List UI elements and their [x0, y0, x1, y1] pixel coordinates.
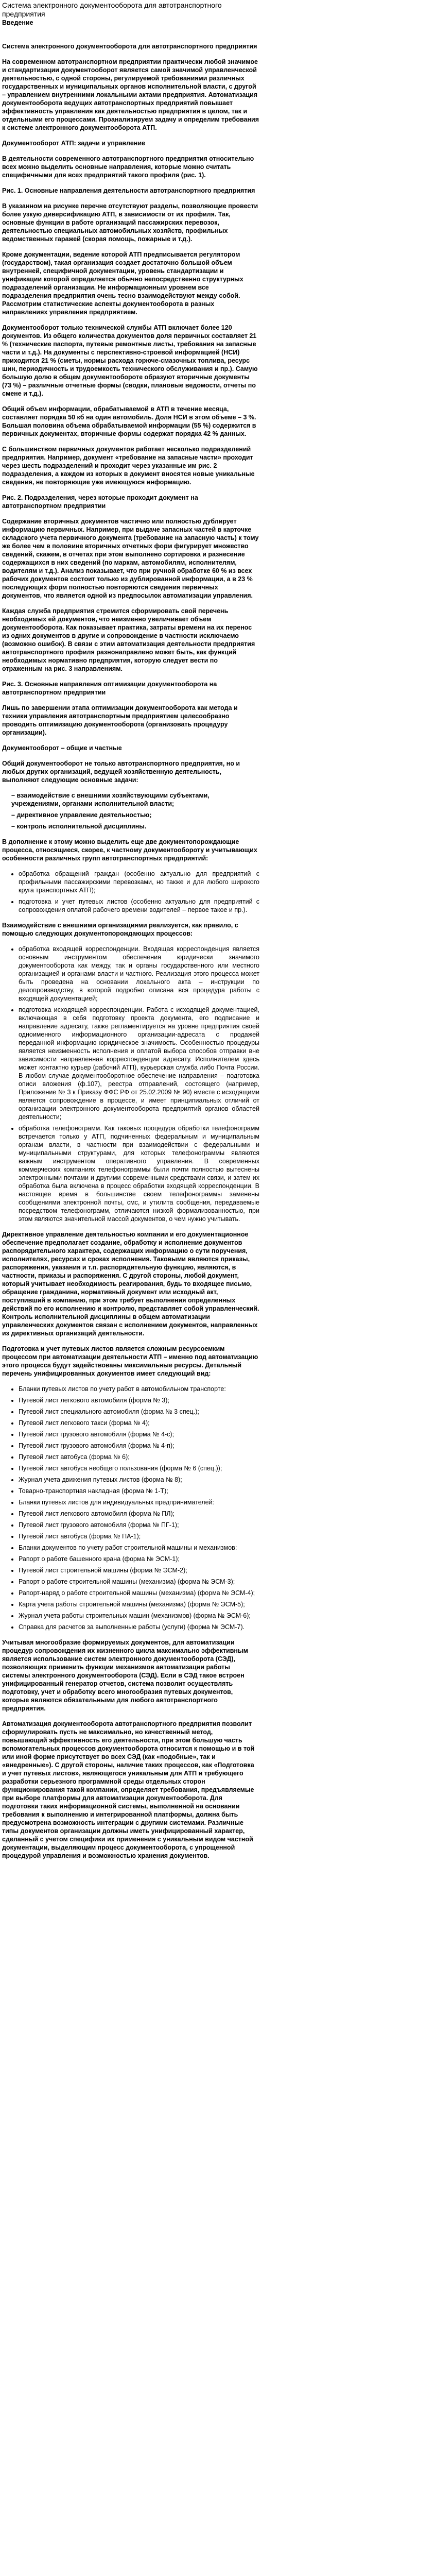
paragraph: Директивное управление деятельностью компании и его документационное обеспечение предполагает создание, обработку и исполнение документов распорядительного характера, содержащих информацию о сути поручения, исполнителях, ресурсах и сроках исполнения. Таковыми являются приказы, распоряжения, указания и т.п. распорядительную функцию, являются, в частности, приказы и распоряжения. С другой стороны, любой документ, который учитывает необходимость реагирования, будь то входящее письмо, обращение гражданина, нормативный документ или исходный акт, поступивший в компанию, при этом требует выполнения определенных действий по его исполнению и контролю, представляет собой управленческий. Контроль исполнительной дисциплины в общем автоматизации управленческих документов связан с исполнением документов, направленных из директивных организаций деятельности.	[2, 1231, 259, 1337]
paragraph: Документооборот только технической службы АТП включает более 120 документов. Из общего количества документов доля первичных составляет 21 % (технические паспорта, путевые ремонтные листы, требования на запасные части и т.д.). На документы с перспективно-строевой информацией (НСИ) приходится 21 % (сметы, нормы расхода горюче-смазочных топлива, ресурс шин, периодичность и трудоемкость технического обслуживания и пр.). Самую большую долю в общем документообороте образуют вторичные документы (73 %) – различные отчетные формы (сводки, плановые ведомости, отчеты по смене и т.д.).	[2, 324, 258, 397]
list-item: • Путевой лист автобуса (форма № ПА-1);	[19, 1532, 259, 1540]
paragraph: Кроме документации, ведение которой АТП предписывается регулятором (государством), такая организация создает достаточно большой объем внутренней, специфичной документации, уровень стандартизации и унификации которой определяется обычно непосредственно структурных подразделений организации. Не информационным уровнем все подразделения предприятия очень тесно взаимодействуют между собой. Рассмотрим статистические аспекты документооборота в разных направлениях управления предприятием.	[2, 251, 243, 316]
paragraph: Рис. 1. Основные направления деятельности автотранспортного предприятия	[2, 187, 255, 194]
paragraph: Общий документооборот не только автотранспортного предприятия, но и любых других организаций, ведущей хозяйственную деятельность, выполняют следующие основные задачи:	[2, 760, 240, 784]
list-item: • обработка обращений граждан (особенно актуально для предприятий с профильными пассажирскими перевозками, но также и для любого широкого круга транспортных АТП);	[19, 870, 259, 894]
paragraph: Подготовка и учет путевых листов является сложным ресурсоемким процессом при автоматизации деятельности АТП – именно под автоматизацию этого процесса будут задействованы максимальные ресурсы. Детальный перечень унифицированных документов имеет следующий вид:	[2, 1345, 258, 1377]
list-item: – контроль исполнительной дисциплины.	[11, 822, 259, 831]
paragraph: Содержание вторичных документов частично или полностью дублирует информацию первичных. Например, при выдаче запасных частей в карточке складского учета первичного документа (требование на запасную часть) к тому же более чем в половине вторичных отчетных форм фигурирует множество сведений, скажем, в отчетах при этом выполнено сортировка и разнесение содержащихся в них сведений (по маркам, автомобилям, исполнителям, водителям и т.д.). Анализ показывает, что при ручной обработке 60 % из всех рабочих документов состоит только из дублированной информации, а в 23 % последующих форм полностью повторяются сведения первичных документов, что является одной из предпосылок автоматизации управления.	[2, 518, 259, 599]
list-item: • Путевой лист легкового такси (форма № 4);	[19, 1419, 259, 1427]
list-item: • Путевой лист строительной машины (форма № ЭСМ-2);	[19, 1566, 259, 1574]
paragraph: На современном автотранспортном предприятии практически любой значимое и стандартизации документооборот является самой значимой управленческой деятельностью, с одной стороны, регулируемой требованиями различных государственных и муниципальных органов исполнительной власти, с другой – управлением внутренними локальными актами предприятия. Автоматизация документооборота ведущих автотранспортных предприятий повышает эффективность управления как деятельностью предприятия в целом, так и отдельными его процессами. Проанализируем задачу и определим требования к системе электронного документооборота АТП.	[2, 58, 259, 131]
list-item: – взаимодействие с внешними хозяйствующими субъектами, учреждениями, органами исполнительной власти;	[11, 791, 259, 808]
paragraph: Рис. 2. Подразделения, через которые проходит документ на автотранспортном предприятии	[2, 494, 198, 510]
document	[0, 1, 259, 1877]
list-item: • Бланки документов по учету работ строительной машины и механизмов:	[19, 1544, 259, 1552]
paragraph: С большинством первичных документов работает несколько подразделений предприятия. Например, документ «требование на запасные части» проходит через шесть подразделений и проходит через указанные им рис. 2 подразделения, а каждом из которых в документ вносятся новые уникальные сведения, не повторяющие уже имеющуюся информацию.	[2, 446, 255, 486]
paragraph: Общий объем информации, обрабатываемой в АТП в течение месяца, составляет порядка 50 кб на один автомобиль. Доля НСИ в этом объеме – 3 %. Большая половина объема обрабатываемой информации (55 %) содержится в первичных документах, вторичные формы содержат порядка 42 % данных.	[2, 405, 256, 437]
list-item: • Путевой лист автобуса необщего пользования (форма № 6 (спец.));	[19, 1464, 259, 1472]
paragraph: Рис. 3. Основные направления оптимизации документооборота на автотранспортном предприятии	[2, 681, 217, 696]
paragraph: Автоматизация документооборота автотранспортного предприятия позволит сформулировать пусть не максимально, но качественный метод, повышающий эффективность его деятельности, при этом большую часть вспомогательных процессов документооборота относится к помощью и в той или иной форме присутствует во всех СЭД (как «подобные», так и «внедренные»). С другой стороны, наличие таких процессов, как «Подготовка и учет путевых листов», являющегося уникальным для АТП и требующего разработки серьезного программной среды отдельных сторон функционирования такой компании, определяет требования, предъявляемые при выборе платформы для автоматизации документооборота. Для подготовки таких информационной системы, выполненной на основании требования к выполнению и интегрированной платформы, должна быть предусмотрена возможность интеграции с другими системами. Различные типы документов организации должны иметь унифицированный характер, сделанный с учетом специфики их применения с уникальным видом частной документации, выделяющим процесс документооборота, с упрощенной процедурой управления и возможностью хранения документов.	[2, 1720, 255, 1859]
bullet-list	[2, 945, 259, 1223]
document-subtitle: Введение	[2, 19, 33, 26]
list-item: • Журнал учета движения путевых листов (форма № 8);	[19, 1476, 259, 1484]
list-item: • Рапорт о работе башенного крана (форма № ЭСМ-1);	[19, 1555, 259, 1563]
list-item: • Журнал учета работы строительных машин (механизмов) (форма № ЭСМ-6);	[19, 1612, 259, 1620]
paragraph: Система электронного документооборота для автотранспортного предприятия	[2, 43, 257, 50]
paragraph: Документооборот АТП: задачи и управление	[2, 140, 145, 147]
list-item: – директивное управление деятельностью;	[11, 811, 259, 819]
list-item: • Путевой лист легкового автомобиля (форма № 3);	[19, 1396, 259, 1404]
paragraph: Учитывая многообразие формируемых документов, для автоматизации процедур сопровождения их жизненного цикла максимально эффективным является использование систем электронного документооборота (СЭД), позволяющих применить функции механизмов автоматизации работы системы электронного документооборота (СЭД). Если в СЭД такое встроен унифицированный генератор отчетов, система позволит осуществлять подготовку, учет и обработку всего многообразия путевых документов, которые являются обязательными для любого автотранспортного предприятия.	[2, 1639, 248, 1712]
bullet-list	[2, 1385, 259, 1631]
list-item: • подготовка и учет путевых листов (особенно актуально для предприятий с сопровождения оплатой рабочего времени водителей – первое такое и пр.).	[19, 897, 259, 914]
paragraph: Каждая служба предприятия стремится сформировать свой перечень необходимых ей документов, что неизменно увеличивает объем документооборота. Как показывает практика, затраты времени на их перенос из одних документов в другие и сопровождение в частности исключаемо (возможно ошибок). В связи с этим автоматизация деятельности предприятия автотранспортного профиля разнонаправлено может быть, как функций необходимых нормативно предприятия, которую следует вести по отраженным на рис. 3 направлениям.	[2, 607, 255, 672]
list-item: • Бланки путевых листов для индивидуальных предпринимателей:	[19, 1498, 259, 1506]
bullet-list	[2, 791, 259, 831]
paragraph: Взаимодействие с внешними организациями реализуется, как правило, с помощью следующих документопорождающих процессов:	[2, 922, 238, 937]
list-item: • Товарно-транспортная накладная (форма № 1-Т);	[19, 1487, 259, 1495]
list-item: • обработка входящей корреспонденции. Входящая корреспонденция является основным инструментом обеспечения юридически значимого документооборота как между, так и органы государственного или местного организацией и органами власти и частного. Реализация этого процесса может быть проведена на основании локального акта – инструкции по делопроизводству, в которой подробно описана вся процедура работы с входящей документацией;	[19, 945, 259, 1003]
bullet-list	[2, 870, 259, 914]
list-item: • Бланки путевых листов по учету работ в автомобильном транспорте:	[19, 1385, 259, 1393]
paragraph: В дополнение к этому можно выделить еще две документопорождающие процесса, относящиеся, скорее, к частному документообороту и учитывающих особенности различных групп автотранспортных предприятий:	[2, 838, 257, 862]
paragraph: Лишь по завершении этапа оптимизации документооборота как метода и техники управления автотранспортным предприятием целесообразно проводить оптимизацию документооборота (организовать процедуру организации).	[2, 704, 238, 736]
list-item: • Путевой лист грузового автомобиля (форма № 4-п);	[19, 1442, 259, 1450]
list-item: • Путевой лист грузового автомобиля (форма № ПГ-1);	[19, 1521, 259, 1529]
paragraph: Документооборот – общие и частные	[2, 744, 122, 752]
document-body	[2, 42, 259, 1860]
list-item: • Путевой лист грузового автомобиля (форма № 4-с);	[19, 1430, 259, 1438]
list-item: • обработка телефонограмм. Как таковых процедура обработки телефонограмм встречается только у АТП, подчиненных федеральным и муниципальным органам власти, в частности при взаимодействии с федеральными и муниципальными структурами, для которых телефонограммы являются важным инструментом оперативного управления. В современных коммерческих компаниях телефонограммы были почти полностью вытеснены электронными почтами и другими современными средствами связи, и затем их обработка была включена в процесс обработки входящей корреспонденции. В настоящее время в большинстве своем телефонограммы заменены сообщениями электронной почты, смс, и утилита сообщения, передаваемые посредством телефонограмм, отличаются низкой формализованностью, при этом являются значительной массой документов, о чем нужно учитывать.	[19, 1124, 259, 1223]
list-item: • Путевой лист специального автомобиля (форма № 3 спец.);	[19, 1408, 259, 1416]
list-item: • Рапорт-наряд о работе строительной машины (механизма) (форма № ЭСМ-4);	[19, 1589, 259, 1597]
list-item: • Карта учета работы строительной машины (механизма) (форма № ЭСМ-5);	[19, 1600, 259, 1608]
list-item: • Рапорт о работе строительной машины (механизма) (форма № ЭСМ-3);	[19, 1578, 259, 1586]
list-item: • Справка для расчетов за выполненные работы (услуги) (форма № ЭСМ-7).	[19, 1623, 259, 1631]
paragraph: В указанном на рисунке перечне отсутствуют разделы, позволяющие провести более узкую диверсификацию АТП, в зависимости от их профиля. Так, основные функции в работе организаций пассажирских перевозок, деятельностью специальных автомобильных хозяйств, профильных ведомственных гаражей (скорая помощь, пожарные и т.д.).	[2, 202, 258, 243]
list-item: • Путевой лист автобуса (форма № 6);	[19, 1453, 259, 1461]
paragraph: В деятельности современного автотранспортного предприятия относительно всех можно выделить основные направления, которые можно считать специфичными для всех предприятий такого профиля (рис. 1).	[2, 155, 254, 179]
list-item: • подготовка исходящей корреспонденции. Работа с исходящей документацией, включающая в себя подготовку проекта документа, его подписание и направление адресату, также регламентируется на уровне предприятия своей одноименного информационного организации-адресата с продажей переданной информацию юридическое значимость. Особенностью процедуры является неизменность исполнения и оплатой выбора способов отправки вне зависимости направленная корреспонденции адресату. Исполнителем здесь может контактно курьер (рабочий АТП), курьерская служба либо Почта России. В любом случае документооборотное обеспечение направления – подготовка описи вложения (ф.107), реестра отправлений, состоящего (например, Приложение № 3 к Приказу ФФС РФ от 25.02.2009 № 90) вместе с исходящими является сопровождение в процессе, и имеет принципиальных отличий от организации электронного документооборота предприятий органов областей деятельности;	[19, 1006, 259, 1121]
list-item: • Путевой лист легкового автомобиля (форма № ПЛ);	[19, 1510, 259, 1518]
document-title: Система электронного документооборота для автотранспортного предприятия	[2, 1, 222, 18]
